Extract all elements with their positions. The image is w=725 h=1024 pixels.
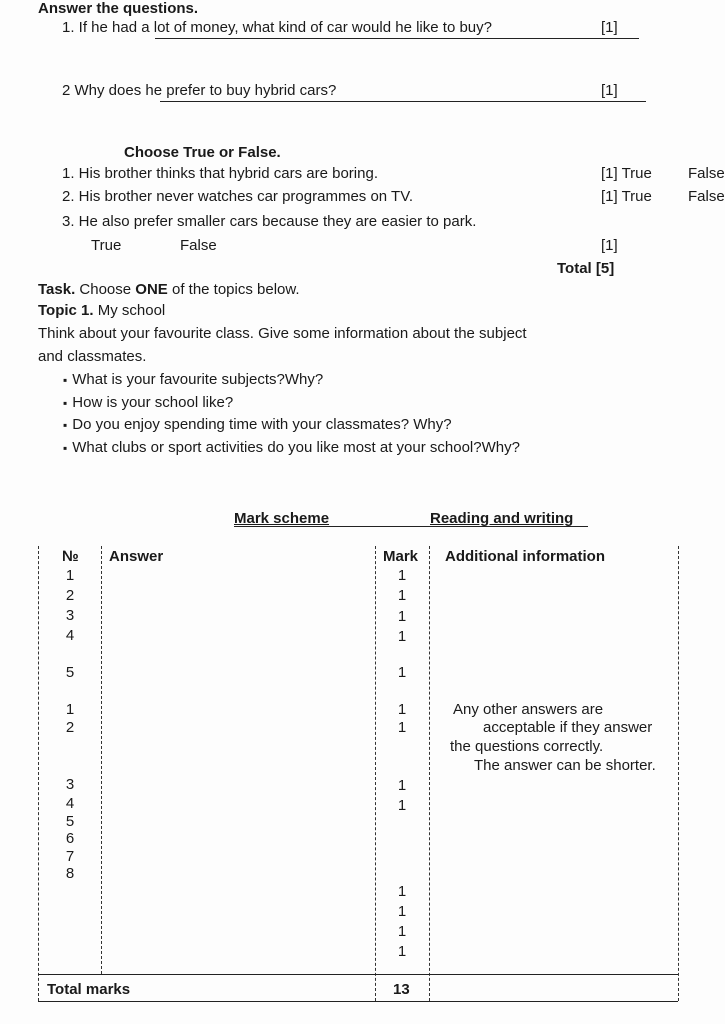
table-col-divider-3: [429, 546, 430, 1001]
tf-item-1-text: 1. His brother thinks that hybrid cars are boring.: [62, 165, 378, 182]
row-mark: 1: [397, 943, 407, 960]
task-label: Task.: [38, 281, 76, 298]
header-no: №: [62, 548, 79, 565]
tf-item-2-text: 2. His brother never watches car programmes on TV.: [62, 188, 413, 205]
question-2-mark: [1]: [601, 82, 618, 99]
task-bullet-4: ▪ What clubs or sport activities do you like most at your school?Why?: [63, 439, 520, 462]
row-mark: 1: [397, 883, 407, 900]
info-line-3: the questions correctly.: [450, 738, 604, 755]
row-number: 6: [65, 830, 75, 847]
task-text-before: Choose: [75, 281, 136, 298]
header-info: Additional information: [445, 548, 605, 565]
task-bullet-1: ▪ What is your favourite subjects?Why?: [63, 371, 520, 394]
tf-item-3-true: True: [91, 237, 122, 254]
row-number: 1: [65, 567, 75, 584]
row-number: 5: [65, 813, 75, 830]
row-mark: 1: [397, 701, 407, 718]
answer-line-1: [155, 38, 639, 39]
row-mark: 1: [397, 777, 407, 794]
reading-writing-title: Reading and writing: [430, 510, 574, 527]
row-mark: 1: [397, 608, 407, 625]
row-number: 2: [65, 587, 75, 604]
row-number: 3: [65, 776, 75, 793]
info-line-2: acceptable if they answer: [483, 719, 653, 736]
info-line-1: Any other answers are: [453, 701, 604, 718]
row-number: 5: [65, 664, 75, 681]
tf-item-2-false: False: [688, 188, 725, 205]
tf-item-1-mark: [1] True: [601, 165, 652, 182]
row-mark: 1: [397, 664, 407, 681]
tf-item-3-text: 3. He also prefer smaller cars because they are easier to park.: [62, 213, 477, 230]
row-number: 7: [65, 848, 75, 865]
row-mark: 1: [397, 797, 407, 814]
header-mark: Mark: [383, 548, 419, 565]
row-mark: 1: [397, 923, 407, 940]
info-line-4: The answer can be shorter.: [474, 757, 656, 774]
task-description-line-2: and classmates.: [38, 348, 147, 365]
total-row-top-border: [38, 974, 678, 975]
task-description-line-1: Think about your favourite class. Give some information about the subject: [38, 325, 527, 342]
table-right-border: [678, 546, 679, 1001]
task-line: [38, 281, 300, 298]
mark-scheme-title: Mark scheme: [234, 510, 330, 527]
row-mark: 1: [397, 567, 407, 584]
tf-item-3-false: False: [180, 237, 217, 254]
row-number: 4: [65, 627, 75, 644]
row-mark: 1: [397, 628, 407, 645]
task-emph: ONE: [135, 281, 168, 298]
topic-label: Topic 1.: [38, 302, 94, 319]
task-bullet-list: [63, 371, 520, 461]
total-marks-value: 13: [393, 981, 410, 998]
question-1-text: 1. If he had a lot of money, what kind of car would he like to buy?: [62, 19, 492, 36]
question-2-text: 2 Why does he prefer to buy hybrid cars?: [62, 82, 337, 99]
row-number: 8: [65, 865, 75, 882]
row-mark: 1: [397, 587, 407, 604]
section-total: Total [5]: [557, 260, 615, 277]
tf-item-1-false: False: [688, 165, 725, 182]
row-number: 1: [65, 701, 75, 718]
row-number: 3: [65, 607, 75, 624]
total-marks-label: Total marks: [47, 981, 131, 998]
tf-item-3-mark: [1]: [601, 237, 618, 254]
question-1-mark: [1]: [601, 19, 618, 36]
row-mark: 1: [397, 903, 407, 920]
header-answer: Answer: [109, 548, 164, 565]
row-number: 2: [65, 719, 75, 736]
table-col-divider-1: [101, 546, 102, 974]
table-bottom-border: [38, 1001, 678, 1002]
answer-line-2: [160, 101, 646, 102]
tf-item-2-mark: [1] True: [601, 188, 652, 205]
row-number: 4: [65, 795, 75, 812]
task-bullet-2: ▪ How is your school like?: [63, 394, 520, 417]
title-underline: [234, 526, 588, 527]
row-mark: 1: [397, 719, 407, 736]
task-text-after: of the topics below.: [167, 281, 300, 298]
topic-line: [38, 302, 165, 319]
table-left-border: [38, 546, 39, 1001]
table-col-divider-2: [375, 546, 376, 1001]
topic-title: My school: [93, 302, 166, 319]
task-bullet-3: ▪ Do you enjoy spending time with your classmates? Why?: [63, 416, 520, 439]
true-false-heading: Choose True or False.: [124, 144, 281, 161]
answer-questions-heading: Answer the questions.: [38, 0, 199, 17]
